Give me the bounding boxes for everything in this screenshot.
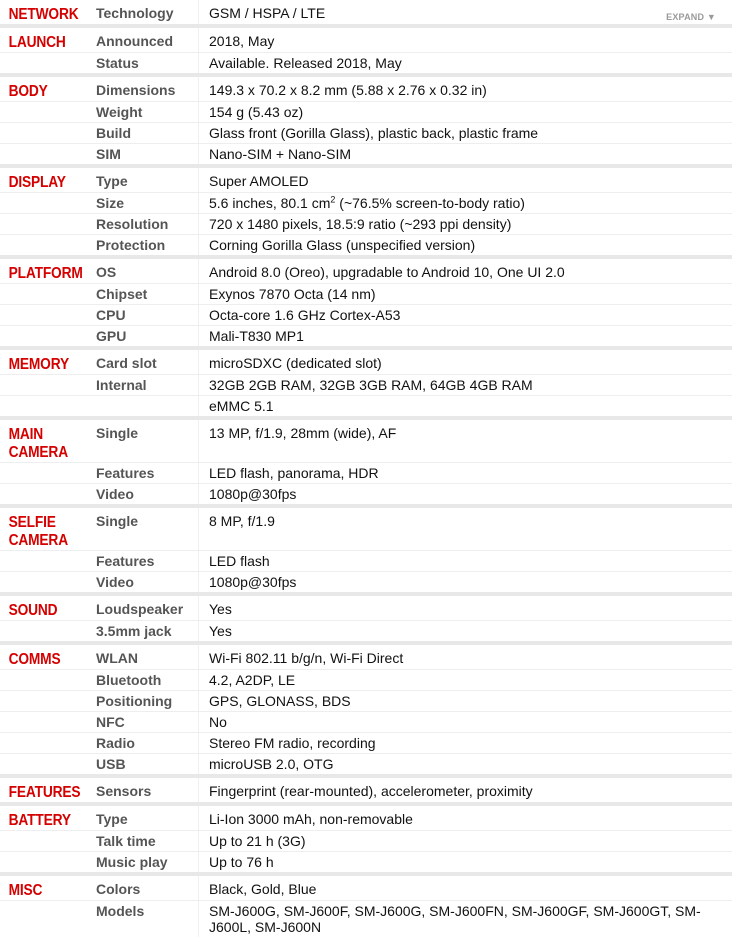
spec-row: [0, 778, 732, 802]
spec-row: [0, 28, 732, 52]
spec-value: microSDXC (dedicated slot): [198, 350, 732, 374]
spec-label: Internal: [96, 377, 147, 393]
spec-row: [0, 304, 732, 325]
spec-group-features: [0, 774, 732, 802]
spec-group-launch: [0, 24, 732, 73]
category-spacer: [0, 396, 76, 416]
spec-value: Yes: [198, 621, 732, 641]
category-heading: SELFIE CAMERA: [8, 514, 68, 549]
category-heading: DISPLAY: [8, 174, 66, 191]
spec-group-misc: [0, 872, 732, 937]
spec-value: GPS, GLONASS, BDS: [198, 691, 732, 711]
spec-value: 154 g (5.43 oz): [198, 102, 732, 122]
category-spacer: [0, 621, 76, 641]
spec-row: [0, 234, 732, 255]
spec-label: Weight: [96, 104, 143, 120]
spec-value-text: 5.6 inches, 80.1 cm: [209, 195, 331, 211]
spec-group-network: [0, 0, 732, 24]
spec-label: Sensors: [96, 783, 152, 799]
spec-label: NFC: [96, 714, 125, 730]
spec-label: 3.5mm jack: [96, 623, 172, 639]
spec-value: 4.2, A2DP, LE: [198, 670, 732, 690]
spec-row: [0, 806, 732, 830]
category-heading: FEATURES: [8, 784, 81, 801]
spec-value: 149.3 x 70.2 x 8.2 mm (5.88 x 2.76 x 0.32 in): [198, 77, 732, 101]
category-spacer: [0, 463, 76, 483]
spec-row: [0, 462, 732, 483]
spec-value: Up to 21 h (3G): [198, 831, 732, 851]
spec-value: 13 MP, f/1.9, 28mm (wide), AF: [198, 420, 732, 462]
spec-value: 720 x 1480 pixels, 18.5:9 ratio (~293 ppi density): [198, 214, 732, 234]
spec-row: [0, 851, 732, 872]
category-spacer: [0, 551, 76, 571]
spec-value: Super AMOLED: [198, 168, 732, 192]
spec-value-tail: (~76.5% screen-to-body ratio): [335, 195, 525, 211]
spec-label: Single: [96, 425, 139, 441]
spec-value: 2018, May: [198, 28, 732, 52]
spec-label: Chipset: [96, 286, 148, 302]
spec-value: Glass front (Gorilla Glass), plastic back, plastic frame: [198, 123, 732, 143]
spec-row: [0, 283, 732, 304]
spec-label: [88, 396, 198, 416]
spec-row: [0, 732, 732, 753]
spec-value: Exynos 7870 Octa (14 nm): [198, 284, 732, 304]
spec-row: [0, 669, 732, 690]
spec-group-display: [0, 164, 732, 255]
spec-label: Announced: [96, 33, 173, 49]
category-heading: BATTERY: [8, 812, 71, 829]
category-spacer: [0, 572, 76, 592]
category-spacer: [0, 53, 76, 73]
spec-group-battery: [0, 802, 732, 872]
category-heading: SOUND: [8, 602, 58, 619]
spec-row: [0, 483, 732, 504]
category-spacer: [0, 235, 76, 255]
category-heading: MEMORY: [8, 356, 69, 373]
spec-row: [0, 213, 732, 234]
spec-label: USB: [96, 756, 126, 772]
category-spacer: [0, 123, 76, 143]
category-spacer: [0, 712, 76, 732]
spec-value: 1080p@30fps: [198, 484, 732, 504]
spec-row: [0, 900, 732, 937]
spec-value: [198, 193, 732, 213]
spec-value: LED flash, panorama, HDR: [198, 463, 732, 483]
category-spacer: [0, 102, 76, 122]
category-spacer: [0, 670, 76, 690]
spec-value: Li-Ion 3000 mAh, non-removable: [198, 806, 732, 830]
category-spacer: [0, 831, 76, 851]
spec-value: 1080p@30fps: [198, 572, 732, 592]
spec-label: Bluetooth: [96, 672, 162, 688]
spec-label: OS: [96, 264, 117, 280]
spec-row: [0, 374, 732, 395]
spec-group-sound: [0, 592, 732, 641]
spec-row: [0, 830, 732, 851]
spec-row: [0, 259, 732, 283]
spec-value: Octa-core 1.6 GHz Cortex-A53: [198, 305, 732, 325]
spec-value: GSM / HSPA / LTE: [198, 0, 732, 24]
category-spacer: [0, 144, 76, 164]
spec-value: Wi-Fi 802.11 b/g/n, Wi-Fi Direct: [198, 645, 732, 669]
spec-value: Mali-T830 MP1: [198, 326, 732, 346]
spec-value: Yes: [198, 596, 732, 620]
spec-group-body: [0, 73, 732, 164]
spec-row: [0, 101, 732, 122]
spec-label: Single: [96, 513, 139, 529]
spec-label: Models: [96, 903, 145, 919]
spec-row: [0, 395, 732, 416]
spec-label: Dimensions: [96, 82, 176, 98]
spec-row: [0, 420, 732, 462]
spec-row: [0, 143, 732, 164]
spec-group-comms: [0, 641, 732, 774]
spec-value: LED flash: [198, 551, 732, 571]
spec-label: Type: [96, 173, 128, 189]
spec-label: SIM: [96, 146, 121, 162]
spec-row: [0, 690, 732, 711]
spec-value: Android 8.0 (Oreo), upgradable to Android 10, One UI 2.0: [198, 259, 732, 283]
spec-value: 8 MP, f/1.9: [198, 508, 732, 550]
spec-row: [0, 52, 732, 73]
category-spacer: [0, 754, 76, 774]
category-spacer: [0, 691, 76, 711]
spec-value: No: [198, 712, 732, 732]
spec-row: [0, 571, 732, 592]
category-spacer: [0, 214, 76, 234]
spec-label: Card slot: [96, 355, 157, 371]
spec-label: WLAN: [96, 650, 138, 666]
spec-label: CPU: [96, 307, 126, 323]
spec-value: 32GB 2GB RAM, 32GB 3GB RAM, 64GB 4GB RAM: [198, 375, 732, 395]
spec-label: Music play: [96, 854, 168, 870]
spec-group-memory: [0, 346, 732, 416]
category-heading: MAIN CAMERA: [8, 426, 68, 461]
spec-row: [0, 711, 732, 732]
spec-label: Status: [96, 55, 139, 71]
spec-value-superscript: 2: [330, 194, 336, 205]
spec-row: [0, 77, 732, 101]
category-spacer: [0, 193, 76, 213]
category-spacer: [0, 901, 76, 937]
category-heading: NETWORK: [8, 6, 79, 23]
spec-row: [0, 620, 732, 641]
spec-label: Protection: [96, 237, 166, 253]
spec-row: [0, 753, 732, 774]
category-heading: COMMS: [8, 651, 61, 668]
spec-row: [0, 350, 732, 374]
spec-row: [0, 596, 732, 620]
spec-group-selfie-camera: [0, 504, 732, 592]
spec-label: Video: [96, 574, 134, 590]
spec-value: microUSB 2.0, OTG: [198, 754, 732, 774]
spec-label: Radio: [96, 735, 135, 751]
category-spacer: [0, 484, 76, 504]
spec-value: eMMC 5.1: [198, 396, 732, 416]
spec-value: SM-J600G, SM-J600F, SM-J600G, SM-J600FN, SM-J600GF, SM-J600GT, SM-J600L, SM-J600N: [198, 901, 732, 937]
expand-button[interactable]: EXPAND ▼: [666, 12, 716, 22]
spec-row: [0, 325, 732, 346]
spec-row: [0, 550, 732, 571]
spec-label: Type: [96, 811, 128, 827]
spec-row: [0, 645, 732, 669]
spec-group-platform: [0, 255, 732, 346]
spec-row: [0, 508, 732, 550]
spec-value: Available. Released 2018, May: [198, 53, 732, 73]
spec-value: Black, Gold, Blue: [198, 876, 732, 900]
category-spacer: [0, 375, 76, 395]
category-spacer: [0, 284, 76, 304]
spec-label: GPU: [96, 328, 127, 344]
spec-label: Talk time: [96, 833, 156, 849]
spec-label: Technology: [96, 5, 174, 21]
category-spacer: [0, 852, 76, 872]
category-heading: PLATFORM: [8, 265, 83, 282]
category-spacer: [0, 733, 76, 753]
spec-row: [0, 168, 732, 192]
category-spacer: [0, 326, 76, 346]
category-heading: BODY: [8, 83, 48, 100]
spec-row: [0, 876, 732, 900]
category-heading: MISC: [8, 882, 43, 899]
spec-label: Features: [96, 553, 155, 569]
spec-group-main-camera: [0, 416, 732, 504]
category-spacer: [0, 305, 76, 325]
spec-row: [0, 122, 732, 143]
spec-label: Features: [96, 465, 155, 481]
spec-label: Colors: [96, 881, 141, 897]
spec-value: Corning Gorilla Glass (unspecified version): [198, 235, 732, 255]
spec-value: Nano-SIM + Nano-SIM: [198, 144, 732, 164]
spec-label: Resolution: [96, 216, 169, 232]
spec-label: Build: [96, 125, 131, 141]
category-heading: LAUNCH: [8, 34, 66, 51]
spec-label: Positioning: [96, 693, 173, 709]
spec-row: [0, 192, 732, 213]
spec-label: Loudspeaker: [96, 601, 184, 617]
spec-label: Video: [96, 486, 134, 502]
spec-value: Up to 76 h: [198, 852, 732, 872]
spec-value: Fingerprint (rear-mounted), accelerometer, proximity: [198, 778, 732, 802]
spec-value: Stereo FM radio, recording: [198, 733, 732, 753]
spec-label: Size: [96, 195, 125, 211]
spec-row: [0, 0, 732, 24]
